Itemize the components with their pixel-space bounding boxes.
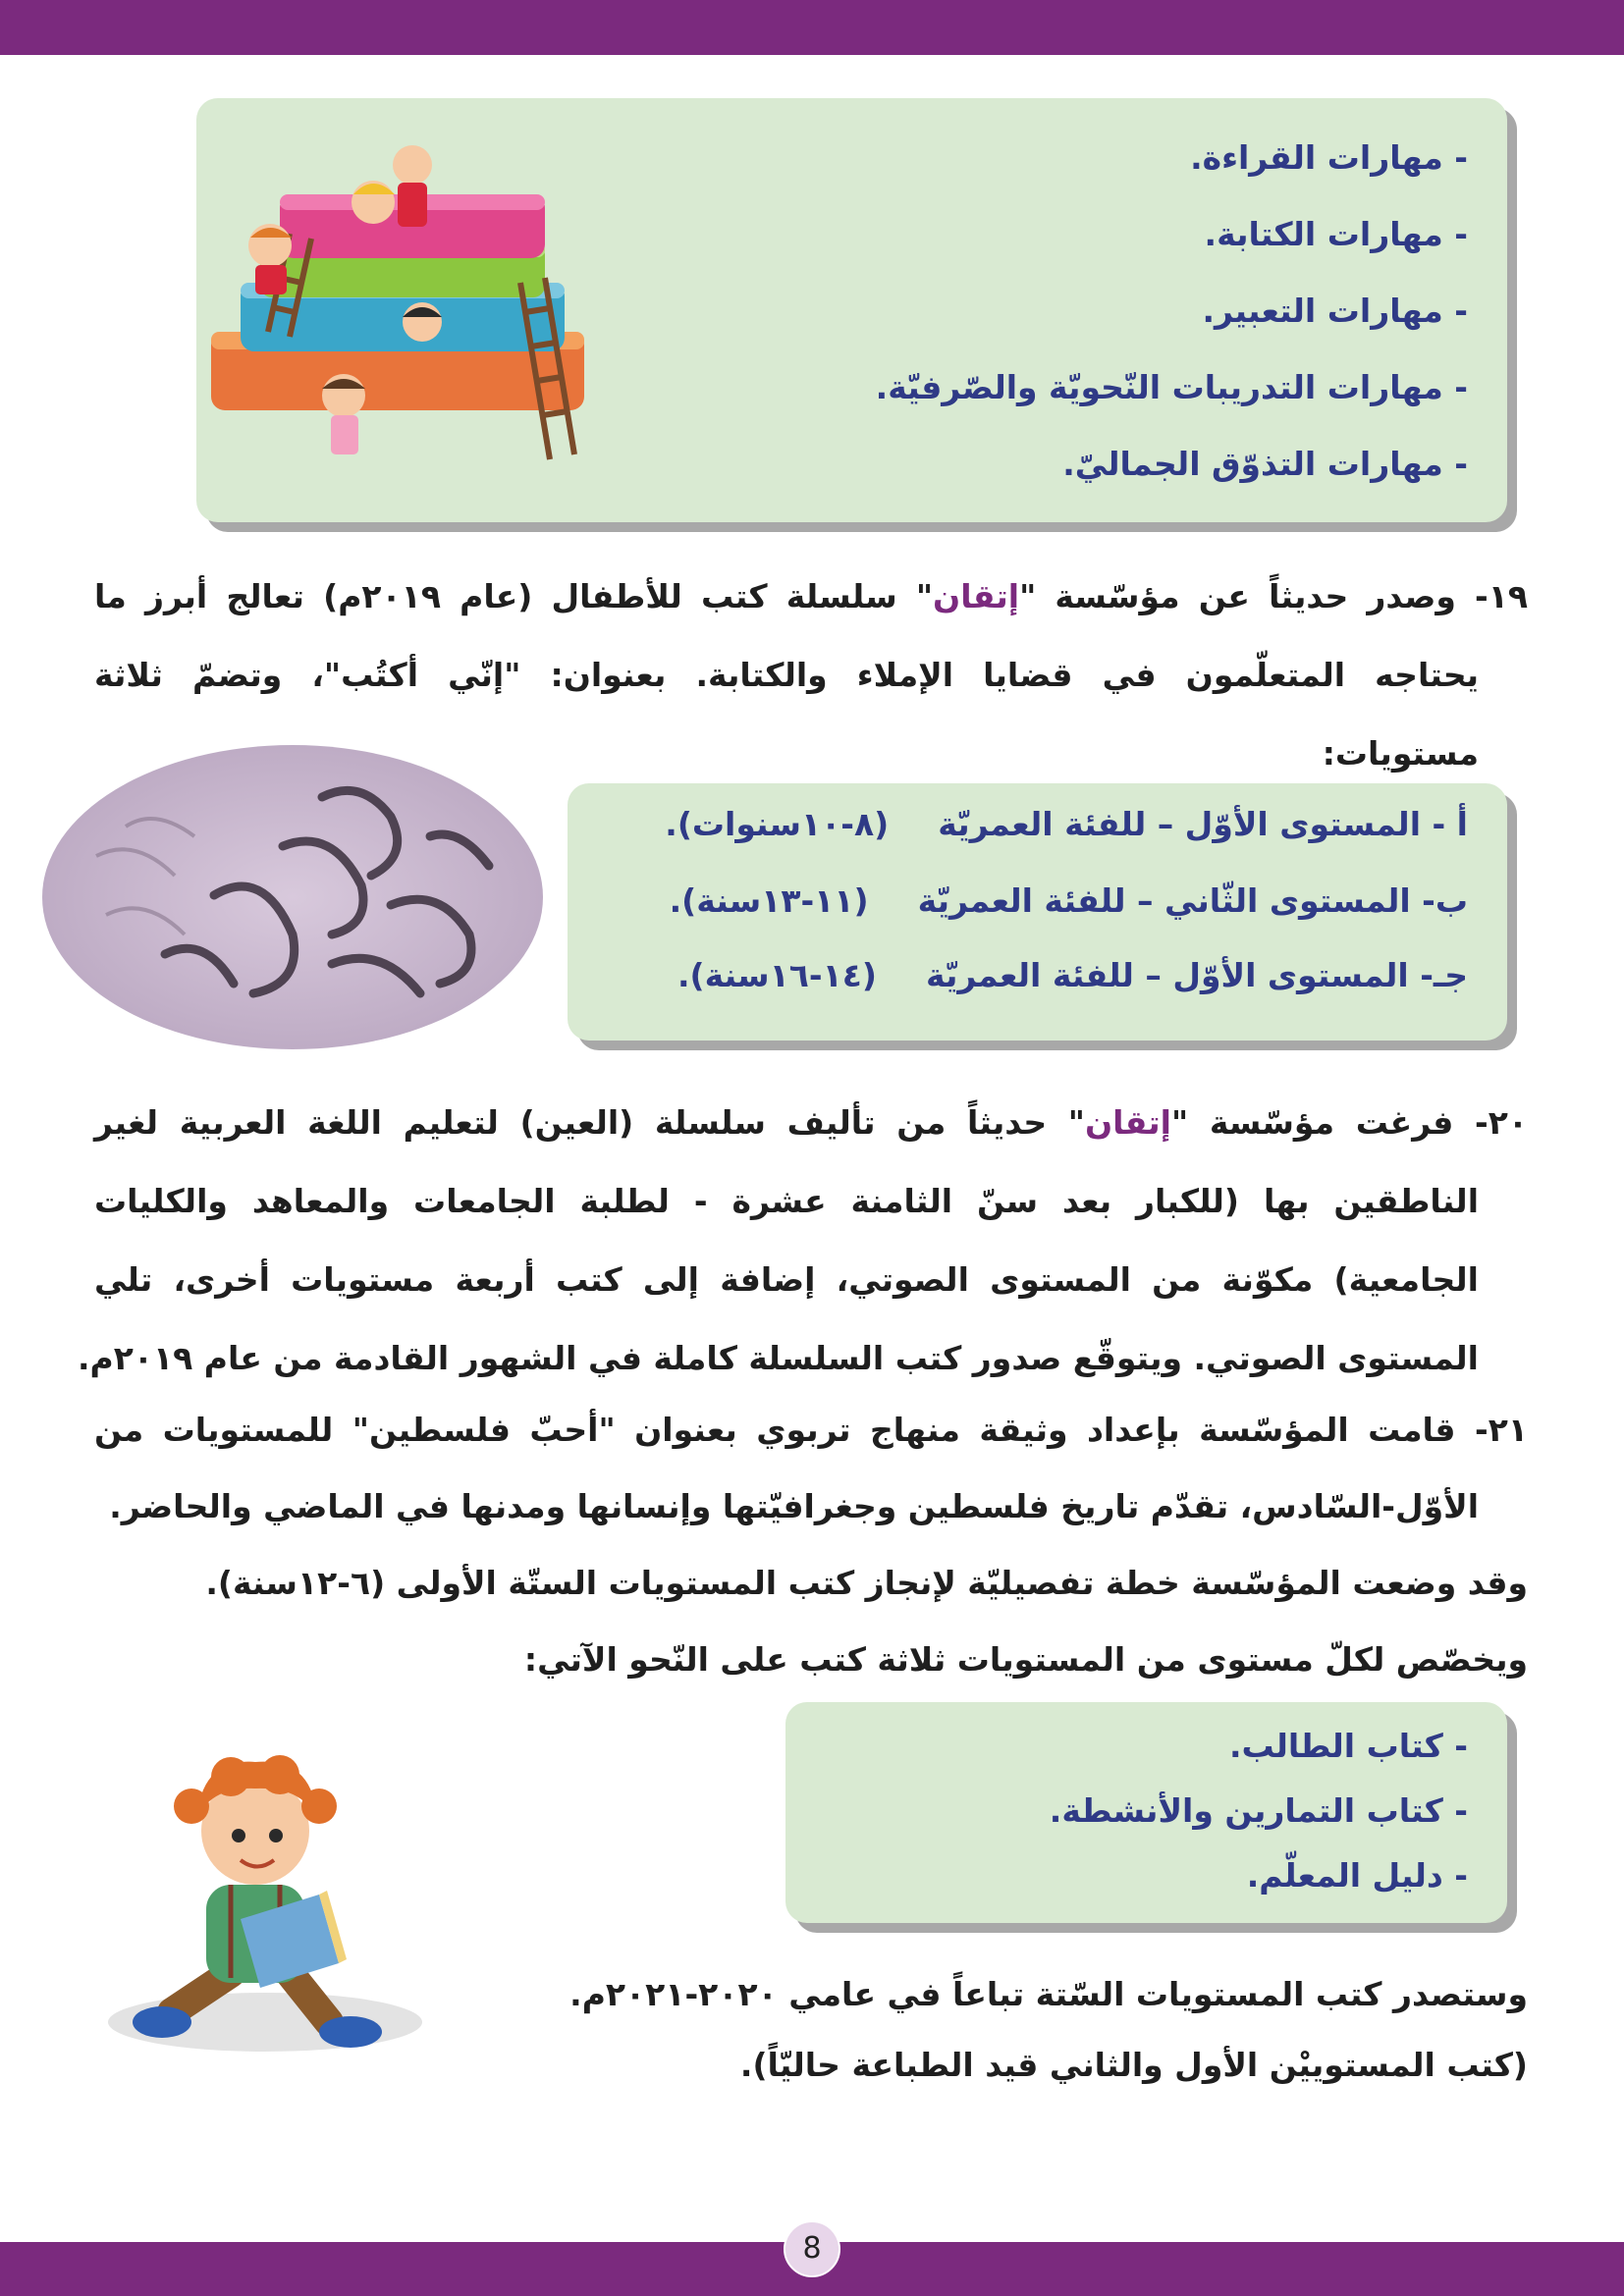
level-age: (١١-١٣سنة). [669, 881, 869, 920]
paragraph-line [94, 558, 1528, 636]
paragraph-line: (كتب المستوييْن الأول والثاني قيد الطباعة حاليّاً). [739, 2046, 1528, 2084]
level-label: جـ- المستوى الأوّل – للفئة العمريّة [925, 956, 1468, 994]
paragraph-line [94, 1084, 1528, 1162]
books-list [839, 1714, 1468, 1908]
list-item: - دليل المعلّم. [1246, 1856, 1468, 1895]
levels-box [568, 783, 1507, 1041]
list-item: - كتاب التمارين والأنشطة. [1049, 1791, 1468, 1830]
list-item: - مهارات الكتابة. [1204, 215, 1468, 253]
paragraph-line: ٢١- قامت المؤسّسة بإعداد وثيقة منهاج تربوي بعنوان "أحبّ فلسطين" للمستويات من [94, 1411, 1528, 1449]
paragraph-line: ويخصّص لكلّ مستوى من المستويات ثلاثة كتب على النّحو الآتي: [523, 1640, 1528, 1679]
item-21-paragraph [94, 1392, 1528, 1698]
item-20-paragraph [77, 1084, 1528, 1398]
paragraph-line: وستصدر كتب المستويات السّتة تباعاً في عامي ٢٠٢٠-٢٠٢١م. [569, 1975, 1528, 2013]
kids-on-books-illustration [201, 135, 614, 508]
level-age: (١٤-١٦سنة). [677, 956, 877, 994]
calligraphy-oval-image [37, 738, 548, 1057]
paragraph-line: يحتاجه المتعلّمون في قضايا الإملاء والكتابة. بعنوان: "إنّي أكتُب"، وتضمّ ثلاثة [94, 656, 1479, 694]
level-row [677, 956, 1468, 994]
paragraph-line: الأوّل-السّادس، تقدّم تاريخ فلسطين وجغرافيّتها وإنسانها ومدنها في الماضي والحاضر. [109, 1487, 1479, 1525]
text-segment: " سلسلة كتب للأطفال (عام ٢٠١٩م) تعالج أبرز ما [94, 577, 934, 615]
list-item: - مهارات التدريبات النّحويّة والصّرفيّة. [875, 368, 1468, 406]
level-label: ب- المستوى الثّاني – للفئة العمريّة [917, 881, 1468, 920]
closing-paragraph [491, 1959, 1528, 2101]
paragraph-line: الجامعية) مكوّنة من المستوى الصوتي، إضافة إلى كتب أربعة مستويات أخرى، تلي [94, 1260, 1479, 1299]
level-row [670, 881, 1468, 920]
list-item: - كتاب الطالب. [1229, 1727, 1468, 1765]
itqan-highlight: إتقان [1084, 1103, 1171, 1142]
text-segment: ٢٠- فرغت مؤسّسة " [1171, 1103, 1528, 1142]
paragraph-line: مستويات: [1322, 734, 1479, 773]
text-segment: ١٩- وصدر حديثاً عن مؤسّسة " [1019, 577, 1529, 615]
skills-list [722, 120, 1468, 503]
level-row [665, 805, 1468, 843]
text-segment: " حديثاً من تأليف سلسلة (العين) لتعليم اللغة العربية لغير [94, 1103, 1085, 1142]
paragraph-line: المستوى الصوتي. ويتوقّع صدور كتب السلسلة كاملة في الشهور القادمة من عام ٢٠١٩م. [77, 1339, 1479, 1377]
paragraph-line: الناطقين بها (للكبار بعد سنّ الثامنة عشرة - لطلبة الجامعات والمعاهد والكليات [94, 1182, 1479, 1220]
top-banner [0, 0, 1624, 55]
list-item: - مهارات القراءة. [1190, 138, 1468, 177]
itqan-highlight: إتقان [933, 577, 1020, 615]
books-box [785, 1702, 1507, 1923]
page-number: 8 [784, 2220, 840, 2277]
list-item: - مهارات التذوّق الجماليّ. [1062, 445, 1468, 483]
list-item: - مهارات التعبير. [1202, 292, 1468, 330]
level-age: (٨-١٠سنوات). [665, 805, 890, 843]
paragraph-line: وقد وضعت المؤسّسة خطة تفصيليّة لإنجاز كتب المستويات الستّة الأولى (٦-١٢سنة). [205, 1564, 1528, 1602]
level-label: أ - المستوى الأوّل – للفئة العمريّة [938, 805, 1468, 843]
reading-boy-illustration [93, 1728, 432, 2061]
